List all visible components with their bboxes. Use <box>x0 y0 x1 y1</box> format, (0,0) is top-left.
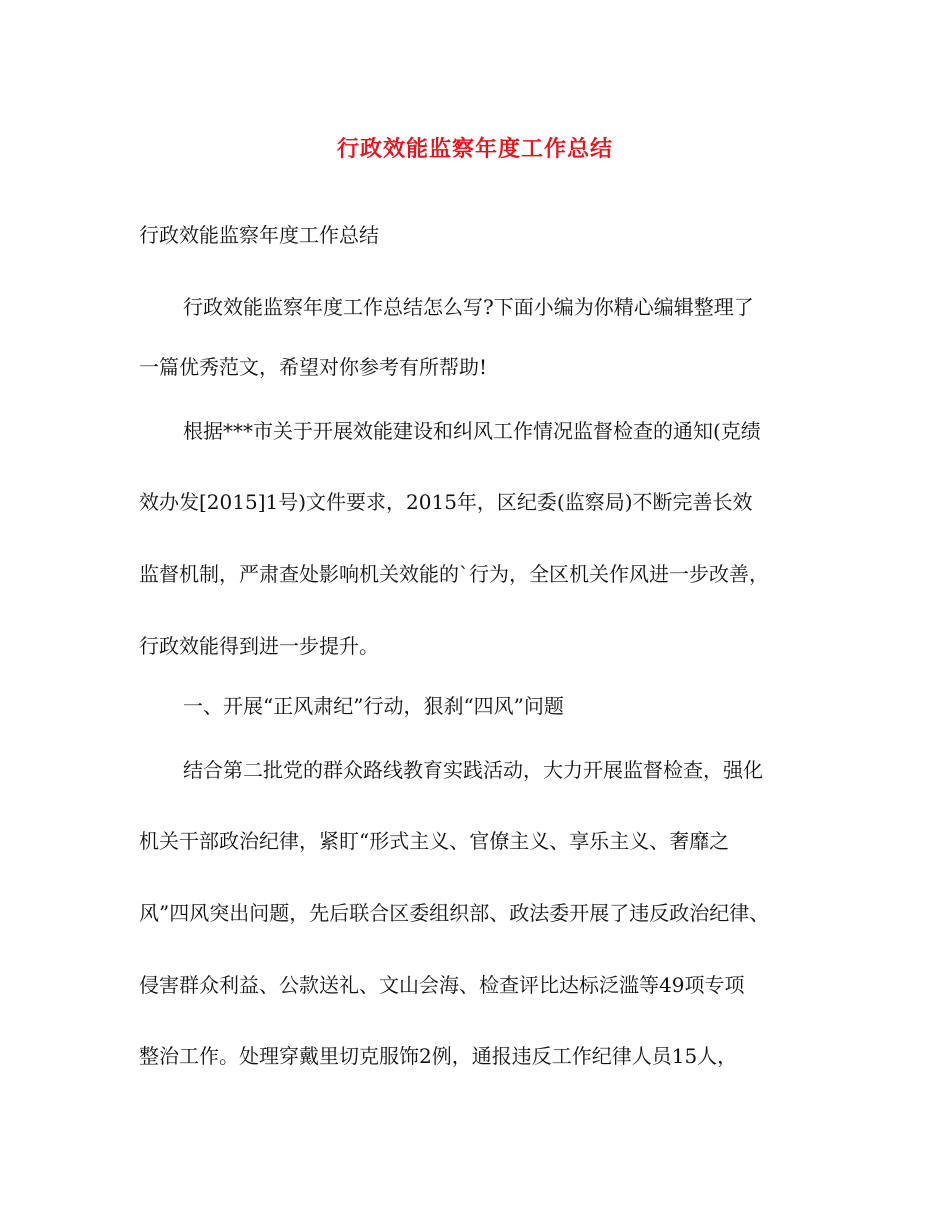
section-heading-1: 一、开展“正风肃纪”行动，狠刹“四风”问题 <box>183 694 564 718</box>
paragraph-2-line-3: 风”四风突出问题，先后联合区委组织部、政法委开展了违反政治纪律、 <box>139 901 770 925</box>
paragraph-2-line-4: 侵害群众利益、公款送礼、文山会海、检查评比达标泛滥等49项专项 <box>139 973 745 997</box>
intro-line-1: 行政效能监察年度工作总结怎么写?下面小编为你精心编辑整理了 <box>183 295 754 319</box>
paragraph-1-line-4: 行政效能得到进一步提升。 <box>139 634 379 658</box>
intro-line-2: 一篇优秀范文，希望对你参考有所帮助! <box>139 355 488 379</box>
paragraph-1-line-3: 监督机制，严肃查处影响机关效能的`行为，全区机关作风进一步改善， <box>139 562 769 586</box>
paragraph-2-line-1: 结合第二批党的群众路线教育实践活动，大力开展监督检查，强化 <box>183 758 763 782</box>
paragraph-1-line-2: 效办发[2015]1号)文件要求，2015年，区纪委(监察局)不断完善长效 <box>139 490 753 514</box>
paragraph-2-line-2: 机关干部政治纪律，紧盯“形式主义、官僚主义、享乐主义、奢靡之 <box>139 829 730 853</box>
paragraph-2-line-5: 整治工作。处理穿戴里切克服饰2例，通报违反工作纪律人员15人， <box>139 1044 738 1068</box>
paragraph-1-line-1: 根据***市关于开展效能建设和纠风工作情况监督检查的通知(克绩 <box>183 419 761 443</box>
subtitle-line: 行政效能监察年度工作总结 <box>139 223 379 247</box>
document-title: 行政效能监察年度工作总结 <box>336 136 613 162</box>
